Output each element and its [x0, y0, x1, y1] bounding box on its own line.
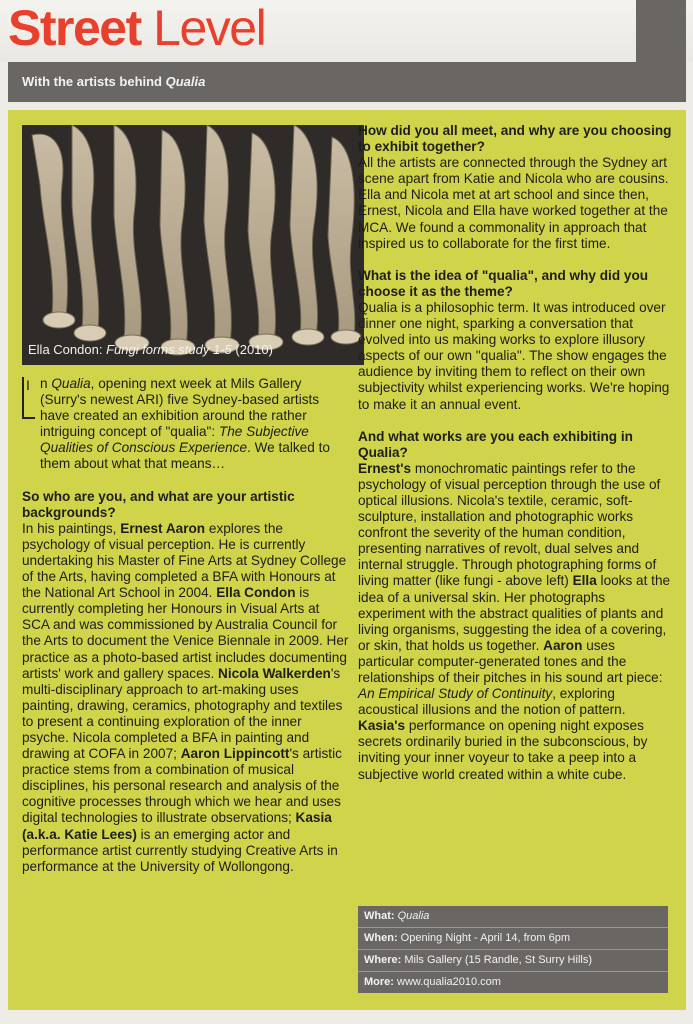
article-subtitle: With the artists behind Qualia — [8, 62, 686, 102]
website-link[interactable]: www.qualia2010.com — [397, 976, 501, 988]
event-info-box — [358, 906, 668, 993]
left-column — [22, 376, 350, 875]
fungi-photo-illustration — [22, 125, 364, 365]
question-2: How did you all meet, and why are you choosing to exhibit together? — [358, 123, 672, 155]
right-column — [358, 123, 674, 783]
answer-3: Qualia is a philosophic term. It was introduced over dinner one night, sparking a conversation that evolved into us making works to explore illusory aspects of our own "qualia". The show engages the audience by inviting them to reflect on their own subjectivity whilst experiencing works. We're hoping to make it an annual event. — [358, 299, 670, 412]
section-title — [8, 0, 265, 58]
answer-4: Ernest's monochromatic paintings refer to the psychology of visual perception through the use of optical illusions. Nicola's textile, ceramic, soft-sculpture, installation and photographic works confront the severity of the human condition, presenting narratives of revolt, dual selves and internal struggle. Through photographing forms of living matter (like fungi - above left) Ella looks at the idea of a universal skin. Her photographs experiment with the abstract qualities of plants and living organisms, suggesting the idea of a covering, or skin, that holds us together. Aaron uses particular computer-generated tones and the relationships of their pitches in his sound art piece: An Empirical Study of Continuity, exploring acoustical illusions and the notion of pattern. Kasia's performance on opening night exposes secrets ordinarily buried in the subconscious, by inviting your inner voyeur to take a peep into a subjective world created within a white cube. — [358, 460, 671, 782]
info-what: What: Qualia — [358, 906, 668, 928]
answer-1: In his paintings, Ernest Aaron explores the psychology of visual perception. He is currently undertaking his Master of Fine Arts at Sydney College of the Arts, having completed a BFA with Honours at the National Art School in 2004. Ella Condon is currently completing her Honours in Visual Arts at SCA and was commissioned by Australia Council for the Arts to document the Venice Biennale in 2009. Her practice as a photo-based artist includes documenting artists' work and gallery spaces. Nicola Walkerden's multi-disciplinary approach to art-making uses painting, drawing, ceramics, photography and textiles to present a continuing exploration of the inner psyche. Nicola completed a BFA in painting and drawing at COFA in 2007; Aaron Lippincott's artistic practice stems from a combination of musical disciplines, his personal research and analysis of the cognitive processes through which we hear and uses digital technologies to illustrate observations; Kasia (a.k.a. Katie Lees) is an emerging actor and performance artist currently studying Creative Arts in performance at the University of Wollongong. — [22, 520, 349, 874]
masthead — [0, 0, 693, 62]
question-4: And what works are you each exhibiting in Qualia? — [358, 428, 633, 460]
info-more: More: www.qualia2010.com — [364, 976, 501, 988]
answer-2: All the artists are connected through the Sydney art scene apart from Katie and Nicola who are cousins. Ella and Nicola met at art school and since then, Ernest, Nicola and Ella have worked together at the MCA. We found a commonality in approach that inspired us to collaborate for the first time. — [358, 155, 669, 251]
masthead-corner-bar — [636, 0, 686, 62]
fungi-photo — [22, 125, 364, 365]
section-title-bold: Street — [8, 0, 141, 56]
question-3: What is the idea of "qualia", and why did you choose it as the theme? — [358, 267, 649, 299]
section-title-light: Level — [153, 0, 266, 56]
drop-cap: I — [22, 377, 35, 419]
intro-paragraph: I n Qualia, opening next week at Mils Gallery (Surry's newest ARI) five Sydney-based artists have created an exhibition around the rather intriguing concept of "qualia": The Subjective Qualities of Conscious Experience. We talked to them about what that means… — [22, 376, 350, 473]
photo-caption: Ella Condon: Fungi forms study 1-5 (2010) — [28, 342, 273, 357]
question-1: So who are you, and what are your artistic backgrounds? — [22, 488, 295, 520]
info-when: When: Opening Night - April 14, from 6pm — [358, 928, 668, 950]
info-where: Where: Mils Gallery (15 Randle, St Surry Hills) — [358, 950, 668, 972]
